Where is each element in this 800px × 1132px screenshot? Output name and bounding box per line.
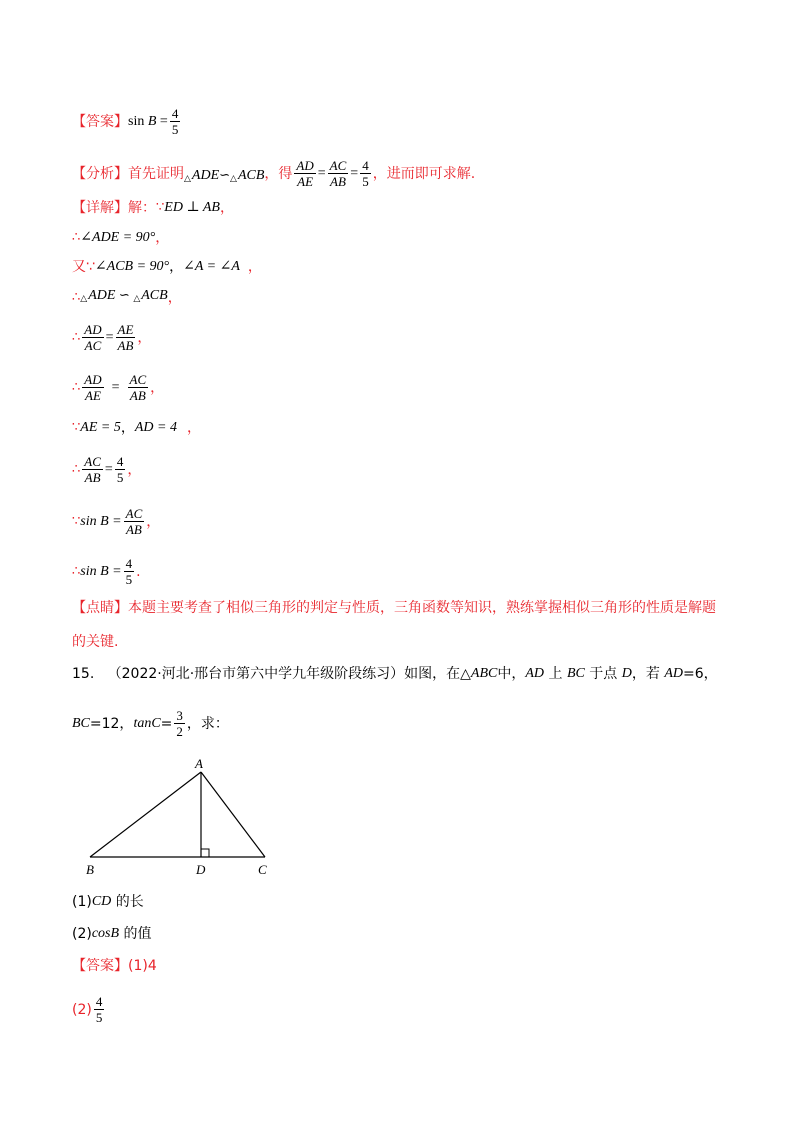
detail-step-6: ∴ $\frac{AD}{AE}$ = $\frac{AC}{AB}$ ，: [72, 372, 165, 403]
label-c: C: [258, 862, 267, 877]
detail-step-5: ∴ $\frac{AD}{AC}$ = $\frac{AE}{AB}$ ，: [72, 322, 152, 353]
answer2-tag: 【答案】: [72, 958, 128, 974]
answer-line-2: 【答案】 (1)4: [72, 958, 157, 974]
answer-fraction: $\frac{4}{5}$: [171, 106, 179, 137]
answer-expr: sin B =: [128, 113, 168, 129]
right-angle-mark: [201, 849, 209, 857]
answer-line-1: [72, 106, 182, 137]
comment-tag: 【点睛】: [72, 600, 128, 616]
similar-expression: △ADE∽△ACB: [184, 168, 265, 184]
question-2: (2) cosB 的值: [72, 926, 152, 942]
problem-15-line-1: 15. （2022·河北·邢台市第六中学九年级阶段练习）如图，在△ ABC 中， AD 上 BC 于点 D ，若 AD =6，: [72, 666, 718, 682]
question-1: (1) CD 的长: [72, 894, 144, 910]
problem-15-line-2: BC =12， tanC = $\frac{3}{2}$ ，求：: [72, 708, 229, 739]
detail-step-1: 【详解】 解： ∵ ED ⊥ AB ，: [72, 200, 234, 216]
detail-step-7: ∵ AE = 5 ， AD = 4 ，: [72, 420, 201, 436]
triangle-figure: [80, 752, 280, 878]
detail-step-8: ∴ $\frac{AC}{AB}$ = $\frac{4}{5}$ ，: [72, 454, 142, 485]
detail-step-4: ∴ △ADE ∽ △ACB ，: [72, 288, 182, 306]
answer-line-3: (2) $\frac{4}{5}$: [72, 994, 103, 1025]
side-ac: [201, 772, 265, 857]
detail-step-9: ∵ sin B = $\frac{AC}{AB}$ ，: [72, 506, 161, 537]
analysis-line: 【分析】 首先证明 △ADE∽△ACB ，得 $\frac{AD}{AE}$ = $\frac{AC}{AB}$ = $\frac{4}{5}$ ，进而即可求解.: [72, 158, 476, 189]
label-a: A: [195, 756, 203, 771]
analysis-tag: 【分析】: [72, 165, 128, 182]
detail-step-3: 又∵ ∠ACB = 90° ， ∠A = ∠A ，: [72, 259, 262, 275]
detail-tag: 【详解】: [72, 200, 128, 216]
answer-tag: 【答案】: [72, 113, 128, 130]
detail-step-2: ∴ ∠ADE = 90° ，: [72, 230, 170, 246]
label-b: B: [86, 862, 94, 877]
side-ab: [90, 772, 201, 857]
detail-step-10: ∴ sin B = $\frac{4}{5}$ .: [72, 556, 141, 587]
label-d: D: [196, 862, 206, 877]
comment-line-1: 【点睛】 本题主要考查了相似三角形的判定与性质，三角函数等知识，熟练掌握相似三角形的性质是解题: [72, 600, 716, 616]
comment-line-2: 的关键.: [72, 634, 119, 650]
